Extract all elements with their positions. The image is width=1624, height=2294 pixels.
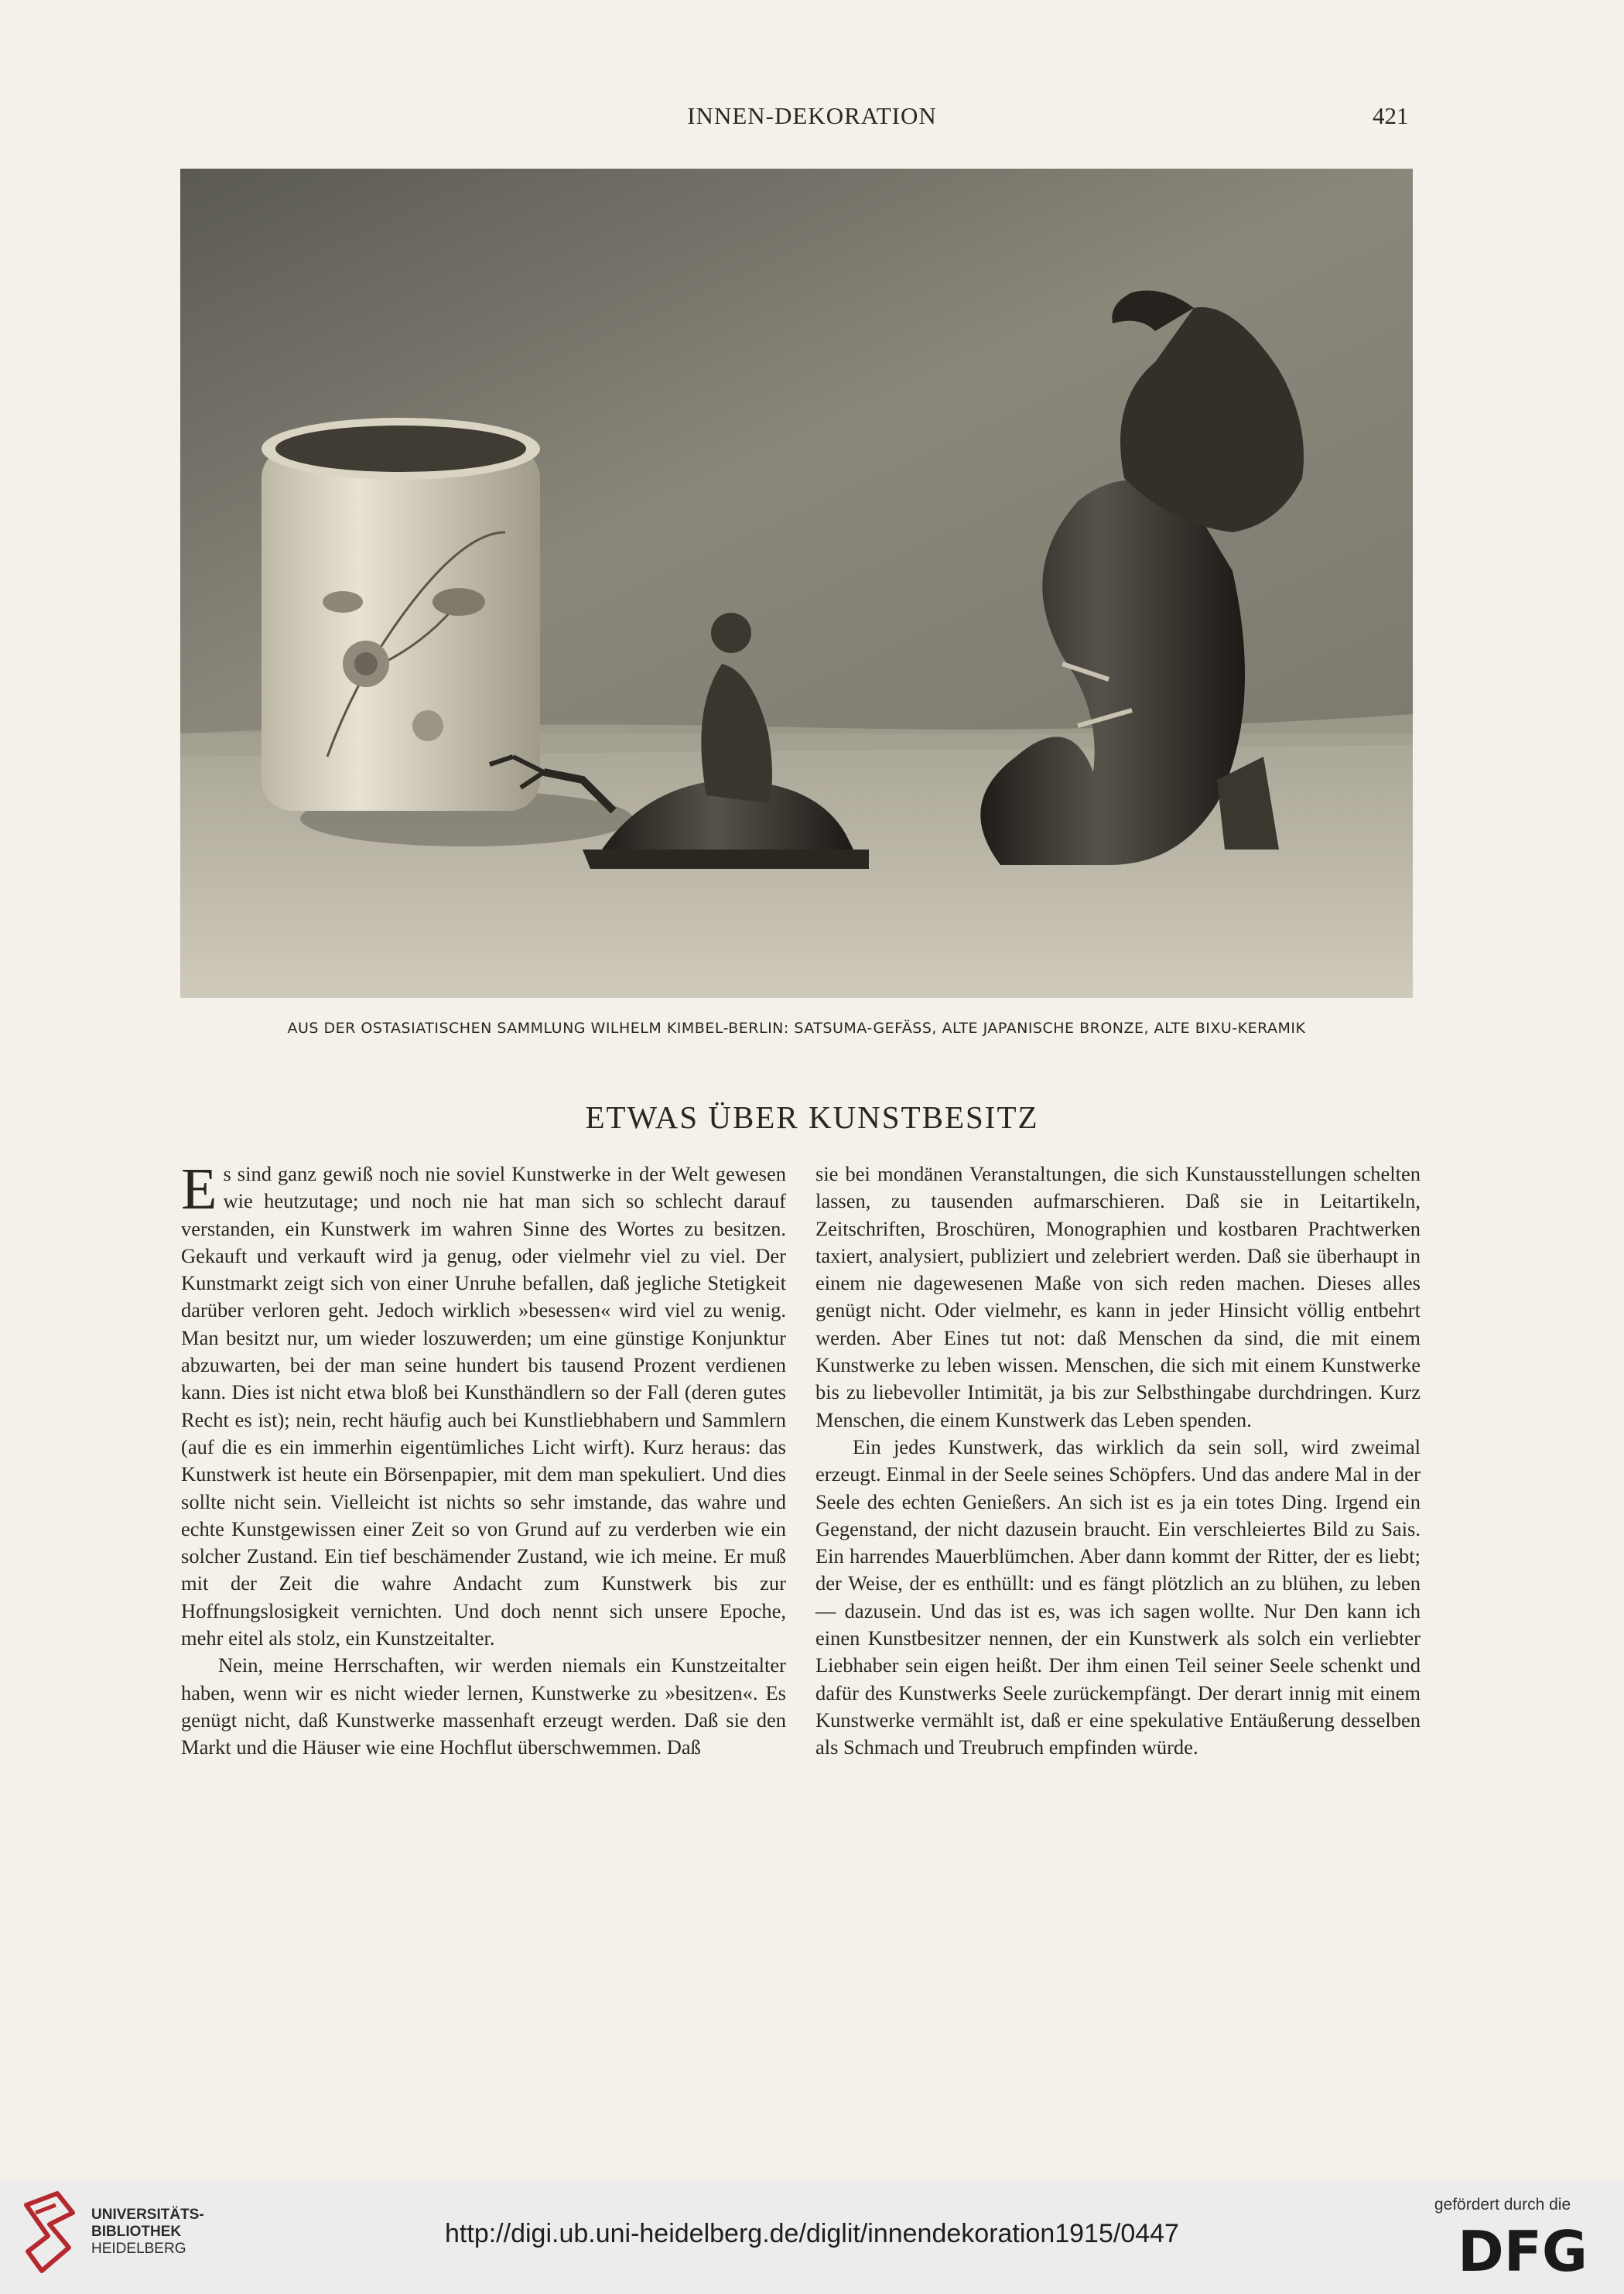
funding-label: gefördert durch die <box>1434 2196 1571 2214</box>
dfg-logo-text: DFG <box>1457 2223 1588 2279</box>
text-column-right <box>815 1161 1421 1762</box>
photo-plate <box>180 169 1413 998</box>
article-title: ETWAS ÜBER KUNSTBESITZ <box>585 1099 1039 1135</box>
drop-cap: E <box>181 1157 217 1222</box>
paragraph: Ein jedes Kunstwerk, das wirklich da sein soll, wird zweimal erzeugt. Einmal in der Seele seines Schöpfers. Und das andere Mal in der Seele des echten Genießers. An sich ist es ja ein totes Ding. Irgend ein Gegenstand, der nicht dazusein braucht. Ein verschleiertes Bild zu Sais. Ein harrendes Mauerblümchen. Aber dann kommt der Ritter, der es liebt; der Weise, der es enthüllt: und es fängt plötzlich an zu blühen, zu leben — dazusein. Und das ist es, was ich sagen wollte. Nur Den kann ich einen Kunstbesitzer nennen, der ein Kunstwerk als solch ein verliebter Liebhaber sein eigen heißt. Der ihm einen Teil seiner Seele schenkt und dafür des Kunstwerks Seele zurückempfängt. Der derart innig mit einem Kunstwerke vermählt ist, daß er eine spekulative Entäußerung desselben als Schmach und Treubruch empfinden würde. <box>815 1434 1421 1759</box>
plate-caption: AUS DER OSTASIATISCHEN SAMMLUNG WILHELM KIMBEL-BERLIN: SATSUMA-GEFÄSS, ALTE JAPANISCHE BRONZE, ALTE BIXU-KERAMIK <box>287 1020 1306 1037</box>
paragraph: sie bei mondänen Veranstaltungen, die sich Kunstausstellungen schelten lassen, zu tausenden aufmarschieren. Daß sie in Leitartikeln, Zeitschriften, Broschüren, Monographien und kostbaren Prachtwerken taxiert, analysiert, publiziert und zelebriert werden. Daß sie überhaupt in einem nie dagewesenen Maße von sich reden machen. Dieses alles genügt nicht. Oder vielmehr, es kann in jeder Hinsicht völlig entbehrt werden. Aber Eines tut not: daß Menschen da sind, die mit einem Kunstwerke zu leben wissen. Menschen, die sich mit einem Kunstwerke bis zu liebevoller Intimität, ja bis zur Selbsthingabe durchdringen. Kurz Menschen, die einem Kunstwerk das Leben spenden. <box>815 1162 1421 1431</box>
plate-illustration <box>180 169 1413 998</box>
paragraph-text: s sind ganz gewiß noch nie soviel Kunstwerke in der Welt gewesen wie heutzutage; und noch nie hat man sich so schlecht darauf verstanden, ein Kunstwerk im wahren Sinne des Wortes zu besitzen. Gekauft und verkauft wird ja genug, oder vielmehr viel zu viel. Der Kunstmarkt zeigt sich von einer Unruhe befallen, daß jegliche Stetigkeit darüber verloren geht. Jedoch wirklich »besessen« wird viel zu wenig. Man besitzt nur, um wieder loszuwerden; um eine günstige Konjunktur abzuwarten, bei der man seine hundert bis tausend Prozent verdienen kann. Dies ist nicht etwa bloß bei Kunsthändlern so der Fall (deren gutes Recht es ist); nein, recht häufig auch bei Kunstliebhabern und Sammlern (auf die es ein immerhin eigentümliches Licht wirft). Kurz heraus: das Kunstwerk ist heute ein Börsenpapier, mit dem man spekuliert. Und dies sollte nicht sein. Vielleicht ist nichts so sehr imstande, das wahre und echte Kunstgewissen einer Zeit so von Grund auf zu verderben wie ein solcher Zustand. Ein tief beschämender Zustand, wie ich meine. Er muß mit der Zeit die wahre Andacht zum Kunstwerk bis zur Hoffnungslosigkeit vernichten. Und doch nennt sich unsere Epoche, mehr eitel als stolz, ein Kunstzeitalter. <box>181 1162 786 1650</box>
text-column-left <box>181 1157 786 1762</box>
library-name-line: HEIDELBERG <box>91 2241 186 2257</box>
paragraph <box>181 1157 786 1652</box>
digitization-footer <box>0 2180 1624 2294</box>
page-number: 421 <box>1373 102 1409 129</box>
paragraph: Nein, meine Herrschaften, wir werden niemals ein Kunstzeitalter haben, wenn wir es nicht wieder lernen, Kunstwerke zu »besitzen«. Es genügt nicht, daß Kunstwerke massenhaft erzeugt werden. Daß sie den Markt und die Häuser wie eine Hochflut überschwemmen. Daß <box>181 1653 786 1759</box>
library-name-line: BIBLIOTHEK <box>91 2224 182 2240</box>
running-title: INNEN-DEKORATION <box>687 102 937 129</box>
dfg-logo-icon <box>1445 2223 1600 2279</box>
library-name-line: UNIVERSITÄTS- <box>91 2207 204 2223</box>
permalink-url[interactable]: http://digi.ub.uni-heidelberg.de/diglit/innendekoration1915/0447 <box>445 2219 1179 2248</box>
running-head <box>0 102 1624 133</box>
